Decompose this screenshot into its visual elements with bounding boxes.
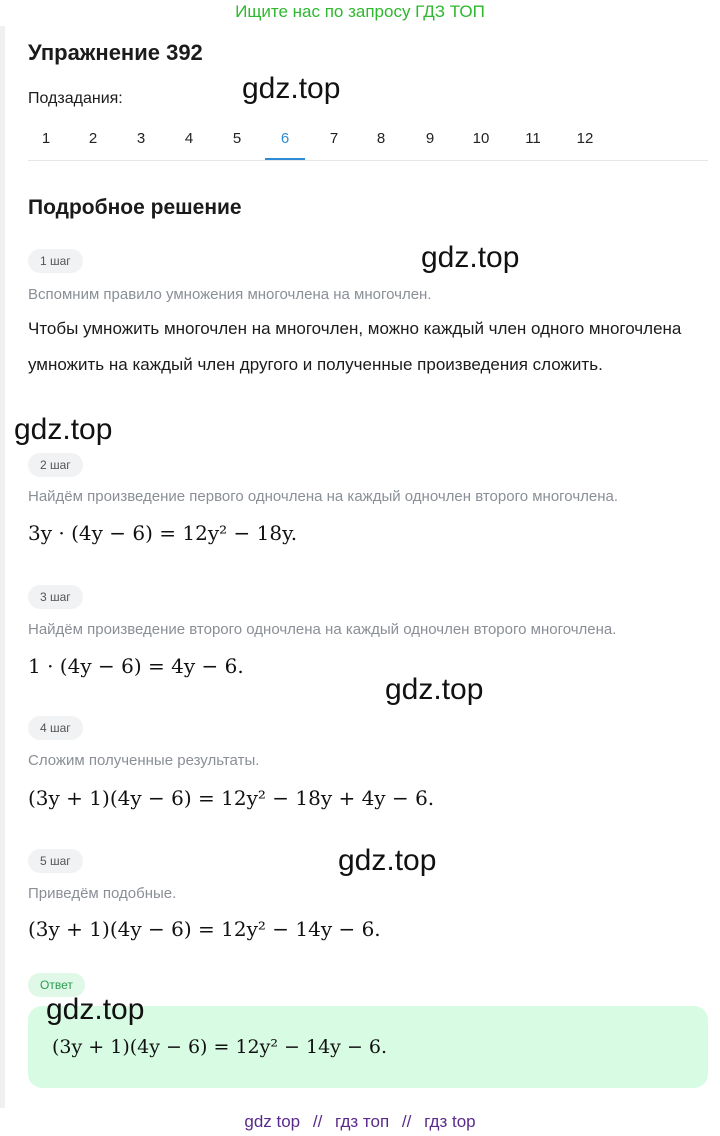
step-hint: Приведём подобные. [28,885,177,902]
tab-9[interactable]: 9 [425,130,435,147]
step-label: 3 шаг [28,585,83,609]
subtasks-label: Подзадания: [28,90,123,107]
step-label: 4 шаг [28,716,83,740]
step-formula: (3y + 1)(4y − 6) = 12y² − 14y − 6. [28,917,381,941]
watermark: gdz.top [421,241,520,274]
tab-7[interactable]: 7 [329,130,339,147]
step-hint: Сложим полученные результаты. [28,752,260,769]
top-banner[interactable]: Ищите нас по запросу ГДЗ ТОП [235,2,485,21]
footer-link[interactable]: гдз top [424,1112,476,1131]
page-title: Упражнение 392 [28,40,203,65]
watermark: gdz.top [14,413,113,446]
watermark: gdz.top [46,993,145,1026]
footer-link[interactable]: gdz top [244,1112,301,1131]
step-formula: 3y · (4y − 6) = 12y² − 18y. [28,521,298,545]
tab-1[interactable]: 1 [41,130,51,147]
footer-separator: // [401,1112,412,1131]
watermark: gdz.top [385,673,484,706]
watermark: gdz.top [338,844,437,877]
tab-6[interactable]: 6 [265,120,305,160]
subtask-tabs [28,120,708,161]
step-hint: Найдём произведение второго одночлена на каждый одночлен второго многочлена. [28,621,617,638]
step-label: 5 шаг [28,849,83,873]
answer-label: Ответ [28,973,85,997]
left-rail [0,26,5,1108]
section-title: Подробное решение [28,196,242,219]
step-formula: 1 · (4y − 6) = 4y − 6. [28,654,244,678]
step-hint: Найдём произведение первого одночлена на каждый одночлен второго многочлена. [28,488,619,505]
step-hint: Вспомним правило умножения многочлена на многочлен. [28,286,432,303]
answer-formula: (3y + 1)(4y − 6) = 12y² − 14y − 6. [52,1036,388,1058]
tab-5[interactable]: 5 [232,130,242,147]
tab-10[interactable]: 10 [472,130,490,147]
footer-link[interactable]: гдз топ [335,1112,390,1131]
step-text: Чтобы умножить многочлен на многочлен, можно каждый член одного многочлена умножить на каждый член другого и полученные произведения сложить. [28,319,682,374]
step-formula: (3y + 1)(4y − 6) = 12y² − 18y + 4y − 6. [28,786,435,810]
watermark: gdz.top [242,72,341,105]
footer-links [0,1108,720,1136]
tab-8[interactable]: 8 [376,130,386,147]
step-label: 2 шаг [28,453,83,477]
tab-11[interactable]: 11 [525,130,541,147]
tab-2[interactable]: 2 [88,130,98,147]
step-label: 1 шаг [28,249,83,273]
tab-4[interactable]: 4 [184,130,194,147]
tab-3[interactable]: 3 [136,130,146,147]
tab-12[interactable]: 12 [576,130,594,147]
footer-separator: // [312,1112,323,1131]
